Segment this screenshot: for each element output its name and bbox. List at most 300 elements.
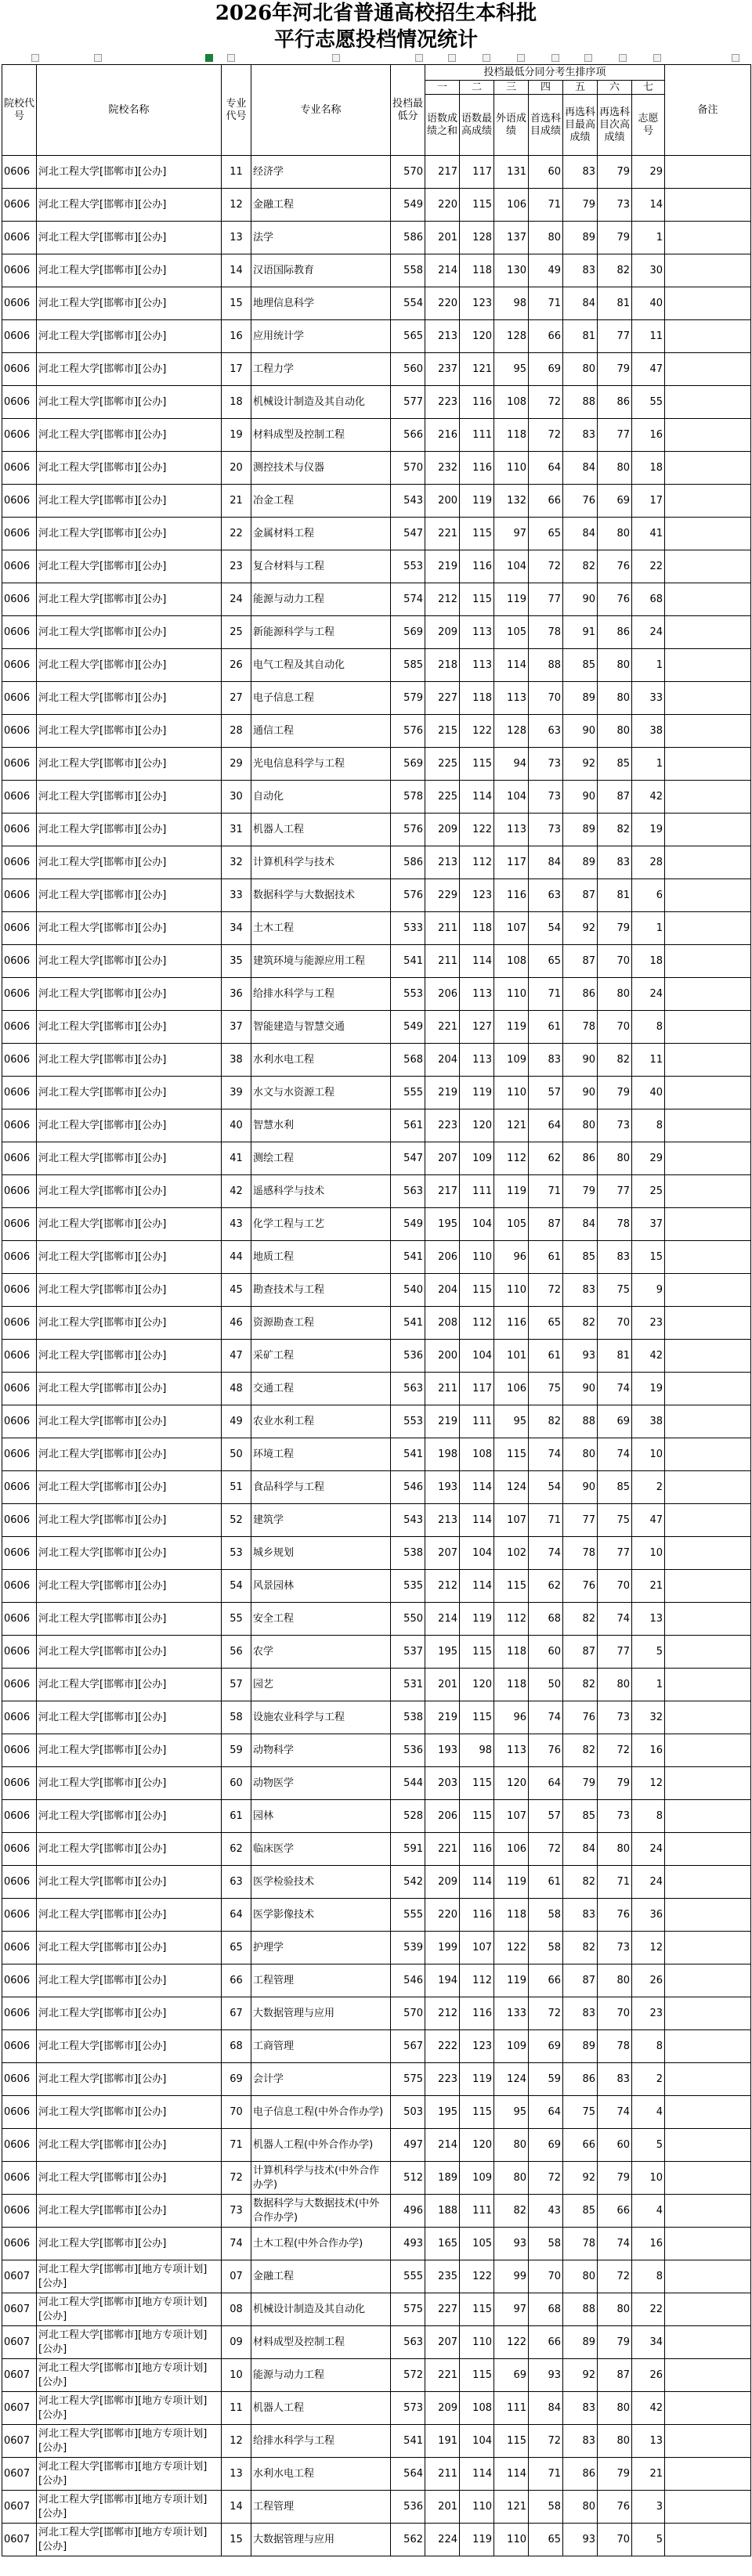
cell-school-code: 0606	[2, 1701, 37, 1734]
cell-rank-1: 214	[425, 1603, 460, 1636]
cell-rank-2: 104	[460, 2425, 494, 2458]
cell-rank-3: 107	[494, 1800, 529, 1833]
cell-rank-3: 99	[494, 2260, 529, 2293]
cell-rank-4: 72	[529, 1997, 563, 2030]
cell-major-name: 电子信息工程(中外合作办学)	[251, 2096, 391, 2129]
filter-dropdown-icon[interactable]	[415, 54, 423, 62]
cell-rank-2: 111	[460, 2195, 494, 2228]
cell-school-name: 河北工程大学[邯郸市][公办]	[37, 1241, 222, 1274]
cell-school-name: 河北工程大学[邯郸市][公办]	[37, 2096, 222, 2129]
cell-major-code: 11	[222, 2392, 251, 2425]
cell-rank-7: 10	[632, 2162, 665, 2195]
cell-rank-3: 94	[494, 748, 529, 781]
cell-school-name: 河北工程大学[邯郸市][公办]	[37, 2129, 222, 2162]
filter-dropdown-icon[interactable]	[653, 54, 661, 62]
cell-min-score: 563	[391, 1175, 425, 1208]
cell-school-code: 0606	[2, 1997, 37, 2030]
cell-rank-3: 107	[494, 1504, 529, 1537]
table-row	[2, 649, 751, 682]
cell-rank-6: 77	[598, 1636, 632, 1669]
cell-rank-5: 80	[563, 353, 598, 386]
table-row	[2, 781, 751, 814]
cell-rank-6: 76	[598, 583, 632, 616]
filter-dropdown-icon[interactable]	[584, 54, 592, 62]
cell-major-code: 62	[222, 1833, 251, 1866]
header-rank-7-num: 七	[632, 81, 665, 95]
cell-min-score: 558	[391, 254, 425, 287]
cell-major-name: 通信工程	[251, 715, 391, 748]
cell-major-code: 57	[222, 1669, 251, 1701]
cell-rank-6: 76	[598, 2491, 632, 2524]
cell-rank-7: 38	[632, 715, 665, 748]
cell-rank-2: 123	[460, 287, 494, 320]
cell-major-code: 36	[222, 978, 251, 1011]
cell-rank-3: 119	[494, 1011, 529, 1044]
table-row	[2, 1997, 751, 2030]
cell-major-name: 材料成型及控制工程	[251, 2326, 391, 2359]
table-row	[2, 616, 751, 649]
cell-major-code: 28	[222, 715, 251, 748]
cell-major-name: 资源勘查工程	[251, 1307, 391, 1340]
cell-major-code: 58	[222, 1701, 251, 1734]
cell-school-code: 0606	[2, 2162, 37, 2195]
cell-rank-7: 25	[632, 1175, 665, 1208]
cell-school-code: 0606	[2, 715, 37, 748]
cell-school-code: 0606	[2, 1669, 37, 1701]
cell-rank-7: 22	[632, 550, 665, 583]
cell-school-code: 0606	[2, 649, 37, 682]
cell-rank-3: 82	[494, 2195, 529, 2228]
cell-rank-1: 195	[425, 2096, 460, 2129]
cell-rank-7: 16	[632, 419, 665, 452]
cell-rank-4: 69	[529, 2030, 563, 2063]
cell-rank-5: 85	[563, 1241, 598, 1274]
cell-rank-4: 88	[529, 649, 563, 682]
cell-rank-7: 21	[632, 1570, 665, 1603]
cell-rank-5: 90	[563, 583, 598, 616]
cell-rank-2: 113	[460, 978, 494, 1011]
cell-school-name: 河北工程大学[邯郸市][公办]	[37, 1373, 222, 1405]
cell-rank-6: 80	[598, 682, 632, 715]
filter-dropdown-icon[interactable]	[448, 54, 456, 62]
header-min-score: 投档最低分	[391, 65, 425, 156]
cell-school-name: 河北工程大学[邯郸市][公办]	[37, 1340, 222, 1373]
cell-major-code: 56	[222, 1636, 251, 1669]
cell-major-name: 材料成型及控制工程	[251, 419, 391, 452]
cell-school-code: 0607	[2, 2458, 37, 2491]
cell-rank-3: 113	[494, 814, 529, 846]
cell-note	[665, 1932, 751, 1964]
cell-rank-6: 82	[598, 1044, 632, 1077]
cell-rank-7: 40	[632, 1077, 665, 1109]
cell-school-code: 0607	[2, 2260, 37, 2293]
cell-major-code: 40	[222, 1109, 251, 1142]
cell-school-name: 河北工程大学[邯郸市][公办]	[37, 2162, 222, 2195]
cell-rank-5: 87	[563, 1964, 598, 1997]
table-row	[2, 1669, 751, 1701]
cell-rank-7: 26	[632, 2359, 665, 2392]
header-school-name: 院校名称	[37, 65, 222, 156]
cell-rank-5: 92	[563, 2359, 598, 2392]
cell-note	[665, 879, 751, 912]
cell-rank-5: 76	[563, 1701, 598, 1734]
cell-rank-7: 9	[632, 1274, 665, 1307]
cell-rank-5: 86	[563, 2458, 598, 2491]
cell-rank-6: 70	[598, 1307, 632, 1340]
cell-rank-4: 62	[529, 1142, 563, 1175]
cell-major-name: 动物科学	[251, 1734, 391, 1767]
filter-dropdown-icon[interactable]	[619, 54, 627, 62]
table-row	[2, 2260, 751, 2293]
cell-major-code: 41	[222, 1142, 251, 1175]
cell-school-name: 河北工程大学[邯郸市][公办]	[37, 2063, 222, 2096]
cell-rank-2: 115	[460, 1636, 494, 1669]
cell-rank-1: 218	[425, 649, 460, 682]
table-row	[2, 1373, 751, 1405]
cell-note	[665, 2524, 751, 2556]
cell-rank-1: 201	[425, 1669, 460, 1701]
cell-min-score: 566	[391, 419, 425, 452]
cell-school-name: 河北工程大学[邯郸市][公办]	[37, 1077, 222, 1109]
cell-rank-4: 54	[529, 912, 563, 945]
cell-rank-4: 71	[529, 1504, 563, 1537]
cell-note	[665, 2030, 751, 2063]
cell-min-score: 528	[391, 1800, 425, 1833]
cell-note	[665, 1438, 751, 1471]
cell-rank-3: 121	[494, 1109, 529, 1142]
cell-min-score: 591	[391, 1833, 425, 1866]
cell-rank-1: 214	[425, 254, 460, 287]
cell-major-code: 23	[222, 550, 251, 583]
cell-school-code: 0606	[2, 1373, 37, 1405]
cell-rank-2: 116	[460, 386, 494, 419]
cell-major-code: 73	[222, 2195, 251, 2228]
cell-rank-2: 115	[460, 2359, 494, 2392]
cell-rank-3: 95	[494, 2096, 529, 2129]
cell-school-name: 河北工程大学[邯郸市][公办]	[37, 1471, 222, 1504]
cell-rank-1: 221	[425, 518, 460, 550]
cell-rank-4: 83	[529, 1044, 563, 1077]
cell-major-code: 10	[222, 2359, 251, 2392]
cell-rank-7: 23	[632, 1307, 665, 1340]
cell-major-code: 48	[222, 1373, 251, 1405]
cell-note	[665, 518, 751, 550]
cell-rank-6: 73	[598, 189, 632, 222]
cell-rank-5: 85	[563, 649, 598, 682]
filter-dropdown-icon[interactable]	[31, 54, 39, 62]
cell-rank-2: 108	[460, 2392, 494, 2425]
cell-rank-6: 83	[598, 846, 632, 879]
cell-rank-5: 80	[563, 2491, 598, 2524]
cell-school-name: 河北工程大学[邯郸市][地方专项计划][公办]	[37, 2326, 222, 2359]
cell-rank-5: 82	[563, 1603, 598, 1636]
cell-rank-7: 24	[632, 1833, 665, 1866]
cell-rank-3: 118	[494, 1636, 529, 1669]
cell-rank-1: 222	[425, 2030, 460, 2063]
cell-rank-4: 76	[529, 1734, 563, 1767]
cell-rank-5: 87	[563, 879, 598, 912]
cell-min-score: 570	[391, 452, 425, 485]
cell-major-name: 园林	[251, 1800, 391, 1833]
header-rank-5-num: 五	[563, 81, 598, 95]
cell-major-name: 电气工程及其自动化	[251, 649, 391, 682]
cell-rank-1: 195	[425, 1208, 460, 1241]
cell-min-score: 537	[391, 1636, 425, 1669]
cell-school-code: 0606	[2, 518, 37, 550]
cell-rank-6: 80	[598, 1833, 632, 1866]
cell-major-code: 15	[222, 287, 251, 320]
cell-school-name: 河北工程大学[邯郸市][公办]	[37, 649, 222, 682]
filter-active-icon[interactable]	[205, 54, 213, 62]
cell-note	[665, 1471, 751, 1504]
cell-school-name: 河北工程大学[邯郸市][公办]	[37, 1866, 222, 1899]
table-row	[2, 1307, 751, 1340]
cell-school-code: 0606	[2, 781, 37, 814]
cell-rank-5: 92	[563, 748, 598, 781]
cell-rank-2: 115	[460, 583, 494, 616]
cell-rank-7: 1	[632, 222, 665, 254]
cell-rank-5: 85	[563, 1800, 598, 1833]
cell-rank-1: 198	[425, 1438, 460, 1471]
cell-rank-4: 93	[529, 2359, 563, 2392]
cell-rank-5: 80	[563, 2260, 598, 2293]
table-row	[2, 2063, 751, 2096]
cell-rank-2: 109	[460, 2162, 494, 2195]
cell-rank-5: 93	[563, 2524, 598, 2556]
cell-rank-3: 101	[494, 1340, 529, 1373]
cell-rank-1: 211	[425, 945, 460, 978]
cell-rank-1: 227	[425, 682, 460, 715]
cell-rank-2: 123	[460, 2030, 494, 2063]
cell-rank-5: 89	[563, 2326, 598, 2359]
cell-rank-2: 110	[460, 2491, 494, 2524]
cell-school-name: 河北工程大学[邯郸市][公办]	[37, 1767, 222, 1800]
cell-school-code: 0606	[2, 682, 37, 715]
cell-note	[665, 748, 751, 781]
cell-major-name: 光电信息科学与工程	[251, 748, 391, 781]
cell-rank-7: 34	[632, 2326, 665, 2359]
cell-rank-1: 213	[425, 320, 460, 353]
cell-school-name: 河北工程大学[邯郸市][公办]	[37, 1274, 222, 1307]
cell-major-name: 机器人工程	[251, 814, 391, 846]
cell-min-score: 567	[391, 2030, 425, 2063]
cell-min-score: 579	[391, 682, 425, 715]
cell-rank-2: 115	[460, 518, 494, 550]
cell-major-name: 新能源科学与工程	[251, 616, 391, 649]
cell-note	[665, 2260, 751, 2293]
cell-min-score: 541	[391, 1438, 425, 1471]
cell-major-code: 39	[222, 1077, 251, 1109]
cell-major-name: 法学	[251, 222, 391, 254]
cell-min-score: 553	[391, 978, 425, 1011]
cell-rank-2: 120	[460, 320, 494, 353]
cell-rank-6: 70	[598, 1011, 632, 1044]
cell-rank-1: 165	[425, 2228, 460, 2260]
cell-rank-1: 215	[425, 715, 460, 748]
cell-rank-6: 70	[598, 2524, 632, 2556]
cell-major-name: 机械设计制造及其自动化	[251, 386, 391, 419]
cell-rank-5: 92	[563, 912, 598, 945]
table-row	[2, 846, 751, 879]
cell-rank-5: 84	[563, 518, 598, 550]
table-row	[2, 1932, 751, 1964]
cell-note	[665, 1899, 751, 1932]
cell-school-code: 0606	[2, 945, 37, 978]
cell-rank-3: 116	[494, 879, 529, 912]
filter-dropdown-icon[interactable]	[483, 54, 490, 62]
cell-rank-6: 73	[598, 1800, 632, 1833]
cell-note	[665, 2326, 751, 2359]
cell-rank-1: 220	[425, 1899, 460, 1932]
cell-rank-2: 127	[460, 1011, 494, 1044]
cell-major-name: 建筑学	[251, 1504, 391, 1537]
cell-rank-5: 90	[563, 1471, 598, 1504]
cell-school-code: 0606	[2, 1537, 37, 1570]
cell-rank-2: 114	[460, 2458, 494, 2491]
filter-dropdown-icon[interactable]	[551, 54, 559, 62]
table-row	[2, 2030, 751, 2063]
cell-major-code: 31	[222, 814, 251, 846]
cell-major-name: 经济学	[251, 156, 391, 189]
cell-rank-7: 3	[632, 2491, 665, 2524]
cell-major-code: 42	[222, 1175, 251, 1208]
cell-rank-7: 8	[632, 1800, 665, 1833]
cell-rank-4: 68	[529, 2293, 563, 2326]
table-row	[2, 1077, 751, 1109]
table-row	[2, 1800, 751, 1833]
cell-rank-7: 8	[632, 1109, 665, 1142]
filter-dropdown-icon[interactable]	[94, 54, 102, 62]
header-rank-6-num: 六	[598, 81, 632, 95]
cell-major-code: 32	[222, 846, 251, 879]
cell-note	[665, 2458, 751, 2491]
cell-rank-1: 208	[425, 1307, 460, 1340]
cell-rank-1: 209	[425, 1866, 460, 1899]
cell-major-name: 电子信息工程	[251, 682, 391, 715]
cell-major-name: 地理信息科学	[251, 287, 391, 320]
cell-school-code: 0606	[2, 189, 37, 222]
cell-rank-7: 42	[632, 1340, 665, 1373]
cell-school-name: 河北工程大学[邯郸市][公办]	[37, 1570, 222, 1603]
cell-note	[665, 2359, 751, 2392]
cell-rank-3: 118	[494, 1669, 529, 1701]
cell-rank-3: 97	[494, 2293, 529, 2326]
cell-major-code: 13	[222, 222, 251, 254]
cell-rank-6: 82	[598, 254, 632, 287]
cell-rank-5: 92	[563, 2162, 598, 2195]
table-row	[2, 1405, 751, 1438]
cell-major-name: 农业水利工程	[251, 1405, 391, 1438]
cell-major-code: 34	[222, 912, 251, 945]
cell-rank-3: 105	[494, 616, 529, 649]
cell-rank-2: 104	[460, 1340, 494, 1373]
table-row	[2, 945, 751, 978]
cell-school-name: 河北工程大学[邯郸市][公办]	[37, 1997, 222, 2030]
cell-rank-6: 79	[598, 353, 632, 386]
cell-rank-5: 83	[563, 1997, 598, 2030]
cell-rank-2: 119	[460, 1603, 494, 1636]
table-row	[2, 2392, 751, 2425]
cell-major-name: 给排水科学与工程	[251, 2425, 391, 2458]
cell-rank-4: 57	[529, 1800, 563, 1833]
cell-note	[665, 1997, 751, 2030]
cell-rank-1: 217	[425, 1175, 460, 1208]
cell-rank-4: 61	[529, 1241, 563, 1274]
cell-rank-7: 8	[632, 2260, 665, 2293]
cell-rank-7: 40	[632, 287, 665, 320]
cell-min-score: 531	[391, 1669, 425, 1701]
cell-major-code: 29	[222, 748, 251, 781]
cell-rank-2: 118	[460, 682, 494, 715]
cell-rank-1: 211	[425, 2458, 460, 2491]
cell-rank-3: 96	[494, 1241, 529, 1274]
cell-rank-4: 72	[529, 2425, 563, 2458]
cell-school-code: 0606	[2, 1175, 37, 1208]
cell-rank-7: 4	[632, 2195, 665, 2228]
cell-major-name: 水利水电工程	[251, 2458, 391, 2491]
cell-rank-2: 115	[460, 1767, 494, 1800]
cell-rank-7: 14	[632, 189, 665, 222]
cell-rank-5: 90	[563, 715, 598, 748]
cell-rank-1: 237	[425, 353, 460, 386]
filter-dropdown-icon[interactable]	[732, 54, 739, 62]
cell-rank-7: 19	[632, 1373, 665, 1405]
cell-rank-1: 189	[425, 2162, 460, 2195]
cell-note	[665, 2293, 751, 2326]
cell-note	[665, 2392, 751, 2425]
cell-rank-6: 80	[598, 1964, 632, 1997]
cell-rank-6: 80	[598, 978, 632, 1011]
cell-min-score: 570	[391, 1997, 425, 2030]
cell-school-name: 河北工程大学[邯郸市][公办]	[37, 353, 222, 386]
cell-rank-4: 71	[529, 978, 563, 1011]
header-rank-3-num: 三	[494, 81, 529, 95]
cell-rank-3: 110	[494, 1077, 529, 1109]
cell-min-score: 553	[391, 550, 425, 583]
cell-major-name: 食品科学与工程	[251, 1471, 391, 1504]
cell-school-code: 0606	[2, 616, 37, 649]
cell-rank-6: 86	[598, 616, 632, 649]
cell-school-code: 0606	[2, 2063, 37, 2096]
cell-school-name: 河北工程大学[邯郸市][公办]	[37, 1932, 222, 1964]
filter-dropdown-icon[interactable]	[227, 54, 235, 62]
cell-rank-4: 73	[529, 814, 563, 846]
cell-note	[665, 781, 751, 814]
cell-major-name: 金属材料工程	[251, 518, 391, 550]
cell-rank-3: 113	[494, 682, 529, 715]
cell-rank-4: 64	[529, 2096, 563, 2129]
cell-rank-7: 29	[632, 1142, 665, 1175]
cell-rank-4: 72	[529, 1833, 563, 1866]
cell-major-code: 27	[222, 682, 251, 715]
cell-rank-3: 80	[494, 2129, 529, 2162]
cell-note	[665, 2195, 751, 2228]
cell-major-name: 勘查技术与工程	[251, 1274, 391, 1307]
cell-rank-6: 69	[598, 1405, 632, 1438]
header-rank-4: 首选科目成绩	[529, 95, 563, 156]
cell-min-score: 586	[391, 222, 425, 254]
table-row	[2, 814, 751, 846]
cell-rank-7: 16	[632, 2228, 665, 2260]
cell-min-score: 575	[391, 2293, 425, 2326]
cell-rank-2: 114	[460, 1570, 494, 1603]
cell-min-score: 569	[391, 748, 425, 781]
cell-rank-6: 79	[598, 1077, 632, 1109]
filter-dropdown-icon[interactable]	[332, 54, 340, 62]
cell-rank-4: 87	[529, 1208, 563, 1241]
filter-dropdown-icon[interactable]	[517, 54, 525, 62]
table-row	[2, 189, 751, 222]
